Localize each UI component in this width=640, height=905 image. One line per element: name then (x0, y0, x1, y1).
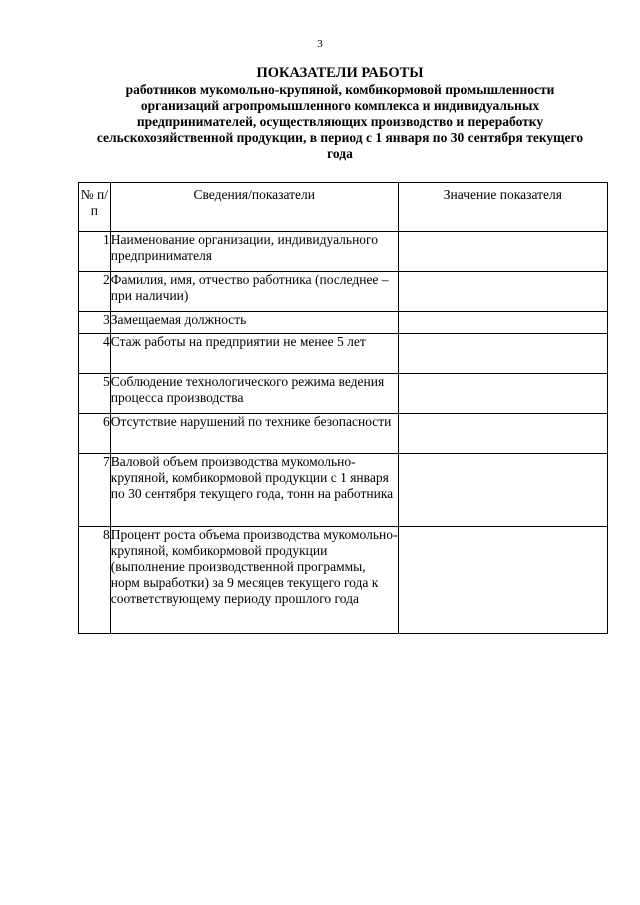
header-info: Сведения/показатели (110, 183, 398, 232)
row-num: 7 (79, 454, 111, 527)
row-info: Соблюдение технологического режима ведения процесса производства (110, 374, 398, 414)
row-value (398, 272, 607, 312)
row-num: 3 (79, 312, 111, 334)
row-value (398, 414, 607, 454)
document-title (90, 64, 590, 162)
title-subtitle: работников мукомольно-крупяной, комбикормовой промышленности организаций агропромышленного комплекса и индивидуальных предпринимателей, осуществляющих производство и переработку сельскохозяйственной продукции, в период с 1 января по 30 сентября текущего года (96, 82, 584, 161)
row-value (398, 232, 607, 272)
header-value: Значение показателя (398, 183, 607, 232)
table-row (79, 334, 608, 374)
row-info: Замещаемая должность (110, 312, 398, 334)
indicators-table (78, 182, 608, 634)
row-num: 5 (79, 374, 111, 414)
row-info: Наименование организации, индивидуального предпринимателя (110, 232, 398, 272)
table-row (79, 527, 608, 634)
row-info: Отсутствие нарушений по технике безопасности (110, 414, 398, 454)
row-value (398, 454, 607, 527)
table-header-row (79, 183, 608, 232)
row-info: Фамилия, имя, отчество работника (последнее – при наличии) (110, 272, 398, 312)
table-row (79, 414, 608, 454)
row-num: 4 (79, 334, 111, 374)
table-row (79, 374, 608, 414)
row-value (398, 374, 607, 414)
table-row (79, 454, 608, 527)
table-row (79, 232, 608, 272)
row-num: 1 (79, 232, 111, 272)
row-info: Валовой объем производства мукомольно-крупяной, комбикормовой продукции с 1 января по 30 сентября текущего года, тонн на работника (110, 454, 398, 527)
row-num: 2 (79, 272, 111, 312)
row-value (398, 312, 607, 334)
row-value (398, 527, 607, 634)
row-info: Процент роста объема производства мукомольно-крупяной, комбикормовой продукции (выполнение производственной программы, норм выработки) за 9 месяцев текущего года к соответствующему периоду прошлого года (110, 527, 398, 634)
page-number: 3 (317, 38, 323, 50)
header-num: № п/п (79, 183, 111, 232)
row-num: 8 (79, 527, 111, 634)
row-value (398, 334, 607, 374)
table-row (79, 312, 608, 334)
table-row (79, 272, 608, 312)
row-num: 6 (79, 414, 111, 454)
title-main: ПОКАЗАТЕЛИ РАБОТЫ (256, 65, 424, 81)
row-info: Стаж работы на предприятии не менее 5 лет (110, 334, 398, 374)
